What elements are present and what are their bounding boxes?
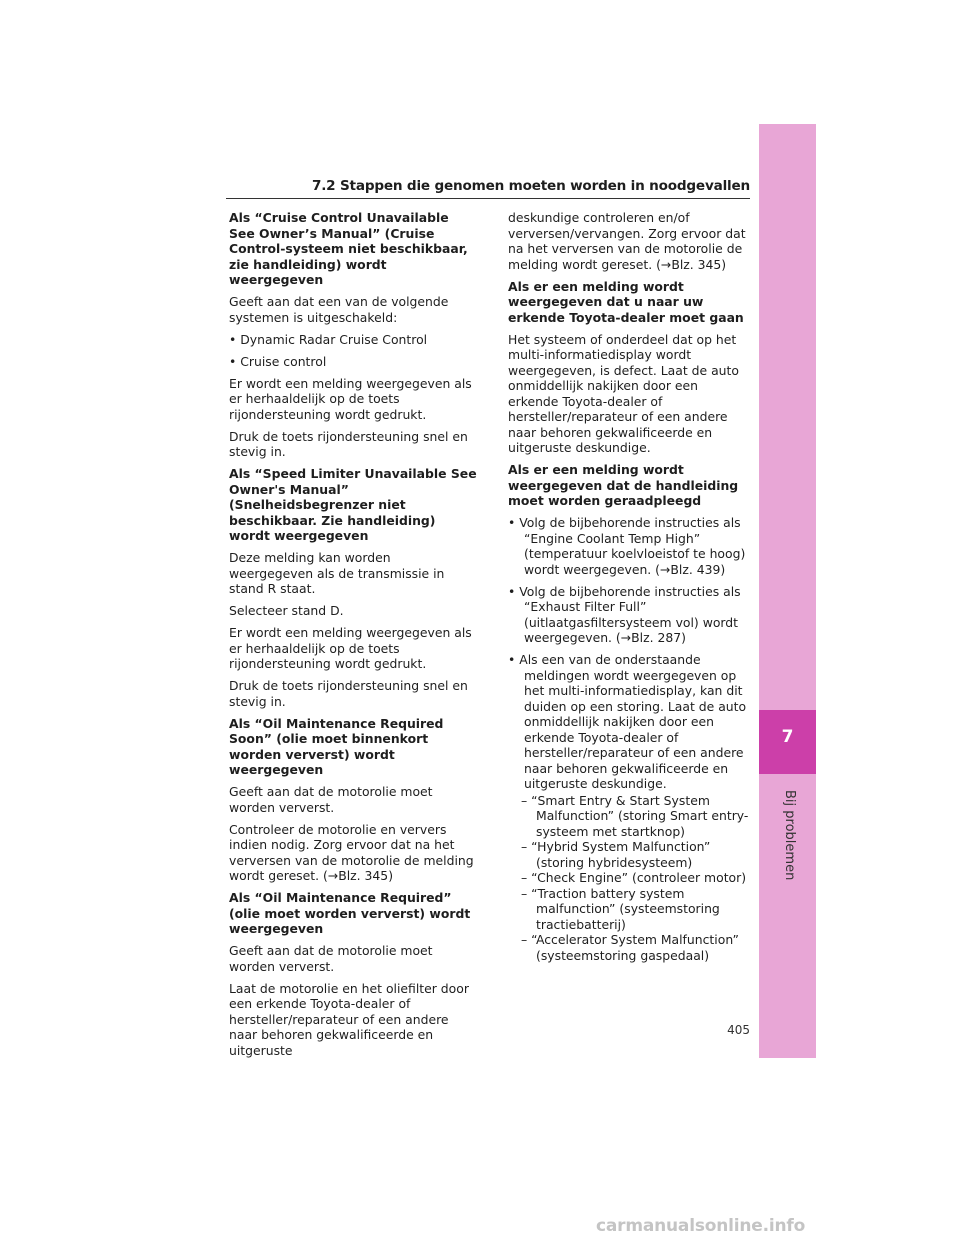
chapter-number: 7 [781,727,794,747]
paragraph: Het systeem of onderdeel dat op het multi-informatiedisplay wordt weergegeven, is defect. Laat de auto onmiddellijk nakijken door een erkende Toyota-dealer of hersteller/reparateur of een andere naar behoren gekwalificeerde en uitgeruste deskundige. [508,331,739,455]
paragraph: Geeft aan dat de motorolie moet worden ververst. [229,943,433,974]
paragraph: Selecteer stand D. [229,603,344,618]
section-heading: Als er een melding wordt weergegeven dat de handleiding moet worden geraadpleegd [508,462,739,508]
dash-item: – “Hybrid System Malfunction” (storing hybridesysteem) [521,839,711,870]
dash-item: – “Traction battery system malfunction” (systeemstoring tractiebatterij) [521,885,720,932]
paragraph: Druk de toets rijondersteuning snel en stevig in. [229,428,468,459]
watermark-link[interactable]: carmanualsonline.info [596,1216,806,1236]
paragraph: Er wordt een melding weergegeven als er herhaaldelijk op de toets rijondersteuning wordt gedrukt. [229,625,472,671]
bullet-item: • Als een van de onderstaande meldingen wordt weergegeven op het multi-informatiedisplay, kan dit duiden op een storing. Laat de auto onmiddellijk nakijken door een erkende Toyota-dealer of hersteller/reparateur of een andere naar behoren gekwalificeerde en uitgeruste deskundige. [508,652,747,791]
right-column [508,210,752,963]
chapter-sidebar [759,124,816,1058]
header-rule [226,198,750,199]
page-number: 405 [727,1023,750,1037]
dash-item: – “Smart Entry & Start System Malfunction” (storing Smart entry-systeem met startknop) [521,792,749,839]
paragraph: Druk de toets rijondersteuning snel en stevig in. [229,678,468,709]
paragraph: deskundige controleren en/of verversen/vervangen. Zorg ervoor dat na het verversen van de motorolie de melding wordt gereset. (→Blz. 345) [508,210,746,272]
paragraph: Laat de motorolie en het oliefilter door een erkende Toyota-dealer of hersteller/reparateur of een andere naar behoren gekwalificeerde en uitgeruste [229,980,469,1058]
paragraph: Geeft aan dat de motorolie moet worden ververst. [229,784,433,815]
section-heading: Als “Speed Limiter Unavailable See Owner's Manual” (Snelheidsbegrenzer niet beschikbaar. Zie handleiding) wordt weergegeven [229,466,477,543]
paragraph: Er wordt een melding weergegeven als er herhaaldelijk op de toets rijondersteuning wordt gedrukt. [229,375,472,422]
section-heading: Als “Oil Maintenance Required Soon” (olie moet binnenkort worden ververst) wordt weergegeven [229,715,444,777]
dash-item: – “Check Engine” (controleer motor) [521,870,747,885]
left-column [229,210,477,1065]
section-heading: Als er een melding wordt weergegeven dat u naar uw erkende Toyota-dealer moet gaan [508,278,744,325]
paragraph: Controleer de motorolie en ververs indien nodig. Zorg ervoor dat na het verversen van de motorolie de melding wordt gereset. (→Blz. 345) [229,821,474,883]
bullet-item: • Dynamic Radar Cruise Control [229,331,428,347]
section-heading: Als “Oil Maintenance Required” (olie moet worden ververst) wordt weergegeven [229,890,471,936]
dash-item: – “Accelerator System Malfunction” (systeemstoring gaspedaal) [521,932,739,963]
section-heading: Als “Cruise Control Unavailable See Owner’s Manual” (Cruise Control-systeem niet beschikbaar, zie handleiding) wordt weergegeven [229,210,468,287]
chapter-label: Bij problemen [782,790,797,881]
paragraph: Geeft aan dat een van de volgende systemen is uitgeschakeld: [229,294,449,325]
running-header: 7.2 Stappen die genomen moeten worden in noodgevallen [311,178,750,194]
bullet-item: • Cruise control [229,353,327,369]
bullet-item: • Volg de bijbehorende instructies als “Exhaust Filter Full” (uitlaatgasfiltersysteem vol) wordt weergegeven. (→Blz. 287) [508,583,741,645]
paragraph: Deze melding kan worden weergegeven als de transmissie in stand R staat. [229,550,445,596]
bullet-item: • Volg de bijbehorende instructies als “Engine Coolant Temp High” (temperatuur koelvloeistof te hoog) wordt weergegeven. (→Blz. 439) [508,515,746,577]
